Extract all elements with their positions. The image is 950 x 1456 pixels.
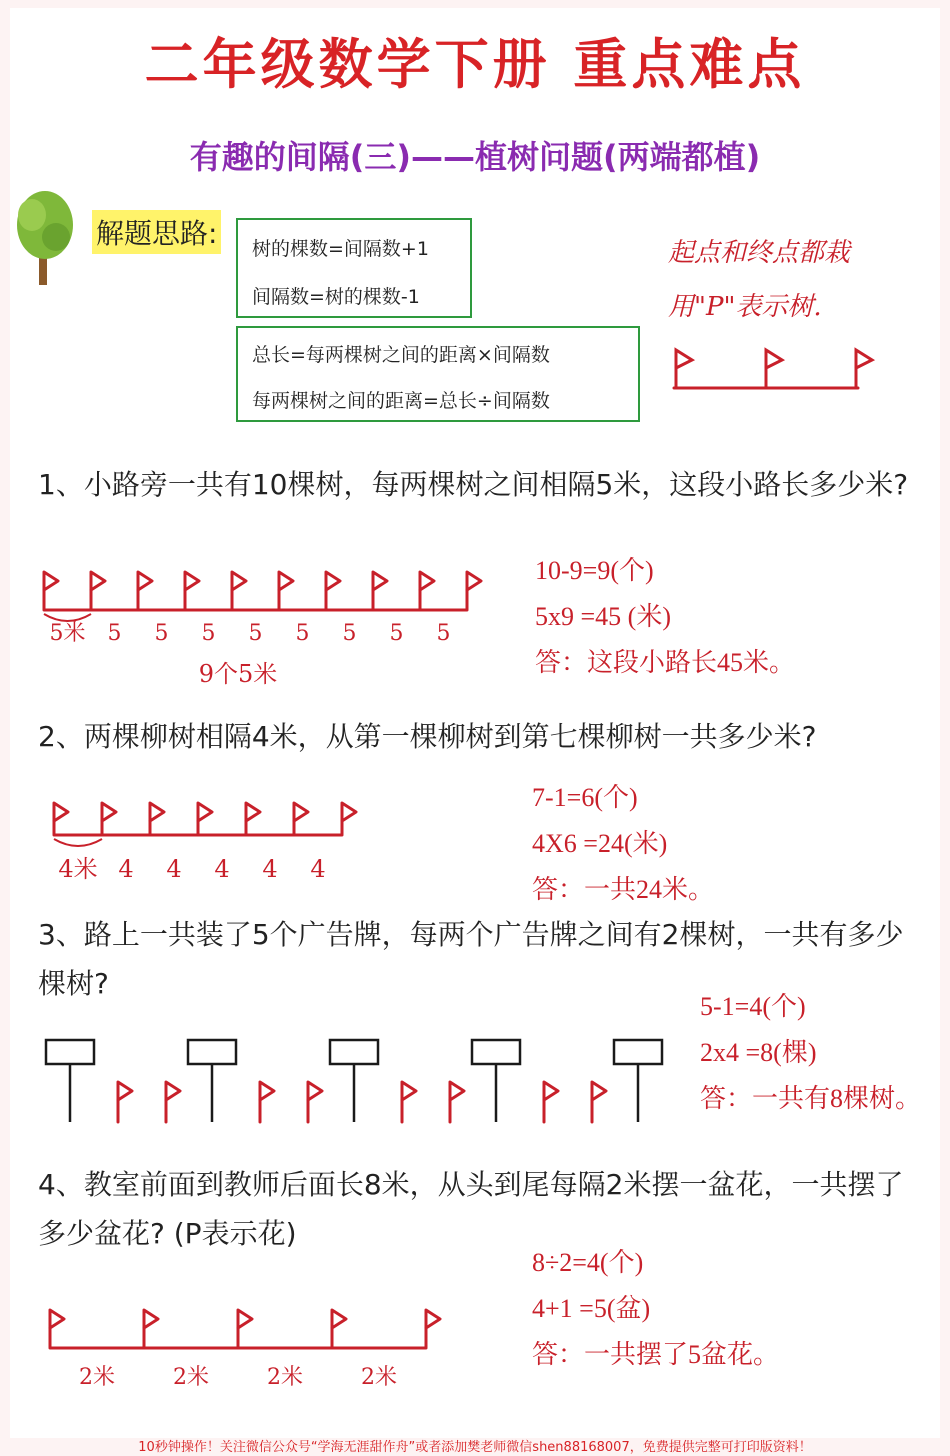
tips-diagram bbox=[668, 340, 888, 400]
answer-line: 2x4 =8(棵) bbox=[700, 1038, 817, 1067]
formula-line: 间隔数=树的棵数-1 bbox=[252, 286, 420, 308]
formula-box-2 bbox=[236, 326, 640, 422]
tree-flag bbox=[544, 1082, 558, 1122]
tree-flag bbox=[238, 1310, 252, 1348]
question-4: 4、教室前面到教师后面长8米，从头到尾每隔2米摆一盆花，一共摆了多少盆花? (P表示花) bbox=[38, 1168, 904, 1250]
tree-flag bbox=[118, 1082, 132, 1122]
tree-flag bbox=[402, 1082, 416, 1122]
answer-line: 5-1=4(个) bbox=[700, 992, 806, 1021]
footer-notice: 10秒钟操作！关注微信公众号“学海无涯甜作舟”或者添加樊老师微信shen88168007，免费提供完整可打印版资料！ bbox=[138, 1440, 812, 1455]
distance-label: 9个5米 bbox=[198, 660, 278, 688]
distance-label: 5 bbox=[107, 621, 122, 646]
tree-flag bbox=[426, 1310, 440, 1348]
tree-flag bbox=[373, 572, 387, 610]
formula-line: 总长=每两棵树之间的距离×间隔数 bbox=[252, 344, 550, 366]
distance-label: 5 bbox=[389, 621, 404, 646]
interval-brace bbox=[44, 614, 91, 621]
tree-flag bbox=[332, 1310, 346, 1348]
tree-flag bbox=[342, 803, 356, 835]
answer-4 bbox=[532, 1240, 779, 1378]
answer-line: 4X6 =24(米) bbox=[532, 829, 668, 858]
distance-label: 5 bbox=[342, 621, 357, 646]
tree-flag bbox=[44, 572, 58, 610]
tree-flag bbox=[308, 1082, 322, 1122]
answer-1 bbox=[535, 548, 795, 686]
distance-label: 5 bbox=[201, 621, 216, 646]
tree-flag bbox=[326, 572, 340, 610]
formula-line: 树的棵数=间隔数+1 bbox=[252, 238, 429, 260]
distance-label: 2米 bbox=[267, 1365, 303, 1390]
answer-3 bbox=[700, 984, 921, 1122]
answer-line: 答：一共24米。 bbox=[532, 875, 715, 904]
distance-label: 2米 bbox=[173, 1365, 209, 1390]
distance-label: 2米 bbox=[79, 1365, 115, 1390]
tree-flag bbox=[50, 1310, 64, 1348]
billboard bbox=[472, 1040, 520, 1064]
distance-label: 4米 bbox=[58, 855, 98, 883]
tree-flag bbox=[592, 1082, 606, 1122]
distance-label: 2米 bbox=[361, 1365, 397, 1390]
answer-line: 4+1 =5(盆) bbox=[532, 1294, 651, 1323]
tree-flag bbox=[467, 572, 481, 610]
distance-label: 5 bbox=[436, 621, 451, 646]
tree-flag bbox=[279, 572, 293, 610]
tree-flag bbox=[185, 572, 199, 610]
answer-line: 5x9 =45 (米) bbox=[535, 602, 671, 631]
distance-label: 5 bbox=[154, 621, 169, 646]
answer-line: 答：这段小路长45米。 bbox=[535, 648, 796, 677]
distance-label: 4 bbox=[118, 855, 134, 883]
tips-label: 解题思路: bbox=[92, 210, 221, 254]
question-2: 2、两棵柳树相隔4米，从第一棵柳树到第七棵柳树一共多少米? bbox=[38, 720, 817, 753]
billboard bbox=[330, 1040, 378, 1064]
page-subtitle: 有趣的间隔(三)——植树问题(两端都植) bbox=[189, 138, 761, 176]
answer-2 bbox=[532, 775, 714, 913]
diagram-3 bbox=[40, 1030, 680, 1130]
interval-brace bbox=[54, 839, 102, 846]
handwritten-note-1: 起点和终点都栽 bbox=[668, 238, 851, 268]
distance-label: 4 bbox=[166, 855, 182, 883]
tree-flag bbox=[246, 803, 260, 835]
distance-label: 4 bbox=[262, 855, 278, 883]
distance-label: 4 bbox=[214, 855, 230, 883]
distance-label: 5 bbox=[248, 621, 263, 646]
tree-flag bbox=[260, 1082, 274, 1122]
formula-line: 每两棵树之间的距离=总长÷间隔数 bbox=[252, 390, 550, 412]
handwritten-note-2: 用"P"表示树. bbox=[668, 292, 822, 322]
tree-flag bbox=[450, 1082, 464, 1122]
diagram-2 bbox=[48, 795, 368, 895]
billboard bbox=[188, 1040, 236, 1064]
distance-label: 5 bbox=[295, 621, 310, 646]
tree-flag bbox=[138, 572, 152, 610]
tree-flag bbox=[54, 803, 68, 835]
answer-line: 8÷2=4(个) bbox=[532, 1248, 644, 1277]
distance-label: 5米 bbox=[49, 621, 86, 646]
billboard bbox=[614, 1040, 662, 1064]
tree-flag bbox=[166, 1082, 180, 1122]
tree-flag bbox=[91, 572, 105, 610]
tree-flag bbox=[294, 803, 308, 835]
question-1: 1、小路旁一共有10棵树，每两棵树之间相隔5米，这段小路长多少米? bbox=[38, 468, 909, 501]
tree-flag bbox=[232, 572, 246, 610]
answer-line: 答：一共摆了5盆花。 bbox=[532, 1340, 780, 1369]
answer-line: 10-9=9(个) bbox=[535, 556, 654, 585]
formula-box-1 bbox=[236, 218, 472, 318]
diagram-1 bbox=[38, 562, 508, 697]
question-3: 3、路上一共装了5个广告牌，每两个广告牌之间有2棵树，一共有多少棵树? bbox=[38, 918, 904, 1000]
tree-flag bbox=[150, 803, 164, 835]
diagram-4 bbox=[40, 1298, 460, 1398]
tree-flag bbox=[144, 1310, 158, 1348]
tree-flag bbox=[102, 803, 116, 835]
answer-line: 答：一共有8棵树。 bbox=[700, 1084, 922, 1113]
billboard bbox=[46, 1040, 94, 1064]
tree-icon bbox=[10, 185, 80, 290]
distance-label: 4 bbox=[310, 855, 326, 883]
answer-line: 7-1=6(个) bbox=[532, 783, 638, 812]
tree-flag bbox=[198, 803, 212, 835]
page-title: 二年级数学下册 重点难点 bbox=[144, 33, 806, 96]
tree-flag bbox=[420, 572, 434, 610]
